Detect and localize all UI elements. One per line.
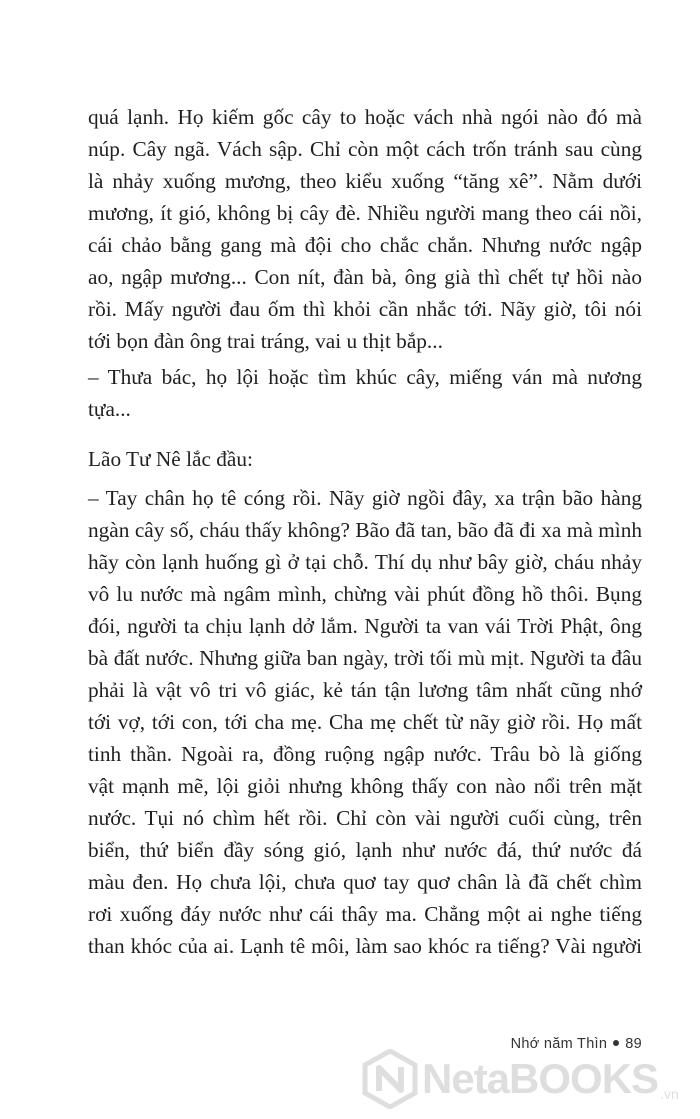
body-line: mương, ít gió, không bị cây đè. Nhiều người mang theo cái nồi,: [88, 201, 642, 225]
body-line: tựa...: [88, 397, 131, 421]
body-line: bà đất nước. Nhưng giữa ban ngày, trời tối mù mịt. Người ta đâu: [88, 646, 642, 670]
body-line: rồi. Mấy người đau ốm thì khỏi cần nhắc tới. Nãy giờ, tôi nói: [88, 297, 642, 321]
dialogue-line: – Thưa bác, họ lội hoặc tìm khúc cây, miếng ván mà nương: [88, 365, 642, 389]
body-line: là nhảy xuống mương, theo kiểu xuống “tăng xê”. Nằm dưới: [88, 169, 642, 193]
watermark-suffix: .vn: [660, 1086, 679, 1102]
body-line: rơi xuống đáy nước như cái thây ma. Chẳng một ai nghe tiếng: [88, 902, 642, 926]
watermark-brand: NetaBOOKS: [422, 1055, 659, 1102]
body-line: nước. Tụi nó chìm hết rồi. Chỉ còn vài người cuối cùng, trên: [88, 806, 642, 830]
body-line: đói, người ta chịu lạnh dở lắm. Người ta van vái Trời Phật, ông: [88, 614, 642, 638]
dialogue-line: – Tay chân họ tê cóng rồi. Nãy giờ ngồi đây, xa trận bão hàng: [88, 486, 642, 510]
body-line: tới bọn đàn ông trai tráng, vai u thịt bắp...: [88, 329, 443, 353]
body-line: quá lạnh. Họ kiếm gốc cây to hoặc vách nhà ngói nào đó mà: [88, 105, 642, 129]
body-line: màu đen. Họ chưa lội, chưa quơ tay quơ chân là đã chết chìm: [88, 870, 642, 894]
running-title: Nhớ năm Thìn: [510, 1036, 608, 1052]
body-line: núp. Cây ngã. Vách sập. Chỉ còn một cách trốn tránh sau cùng: [88, 137, 642, 161]
body-line: tinh thần. Ngoài ra, đồng ruộng ngập nước. Trâu bò là giống: [88, 742, 642, 766]
body-line: biển, thứ biển đầy sóng gió, lạnh như nước đá, thứ nước đá: [88, 838, 642, 862]
body-line: phải là vật vô tri vô giác, kẻ tán tận lương tâm nhất cũng nhớ: [88, 678, 642, 702]
body-line: ao, ngập mương... Con nít, đàn bà, ông già thì chết tự hồi nào: [88, 265, 642, 289]
page-number: 89: [625, 1036, 642, 1052]
netabooks-logo-icon: [362, 1049, 418, 1109]
body-line: ngàn cây số, cháu thấy không? Bão đã tan, bão đã đi xa mà mình: [88, 518, 642, 542]
publisher-watermark: [362, 1044, 679, 1114]
body-line: hãy còn lạnh huống gì ở tại chỗ. Thí dụ như bây giờ, cháu nhảy: [88, 550, 642, 574]
body-line: tới vợ, tới con, tới cha mẹ. Cha mẹ chết từ nãy giờ rồi. Họ mất: [88, 710, 642, 734]
narration-line: Lão Tư Nê lắc đầu:: [88, 447, 253, 471]
body-line: cái chảo bằng gang mà đội cho chắc chắn. Nhưng nước ngập: [88, 233, 642, 257]
body-line: than khóc của ai. Lạnh tê môi, làm sao khóc ra tiếng? Vài người: [88, 934, 642, 958]
body-line: vô lu nước mà ngâm mình, chừng vài phút đồng hồ thôi. Bụng: [88, 582, 642, 606]
body-line: vật mạnh mẽ, lội giỏi nhưng không thấy con nào nổi trên mặt: [88, 774, 642, 798]
